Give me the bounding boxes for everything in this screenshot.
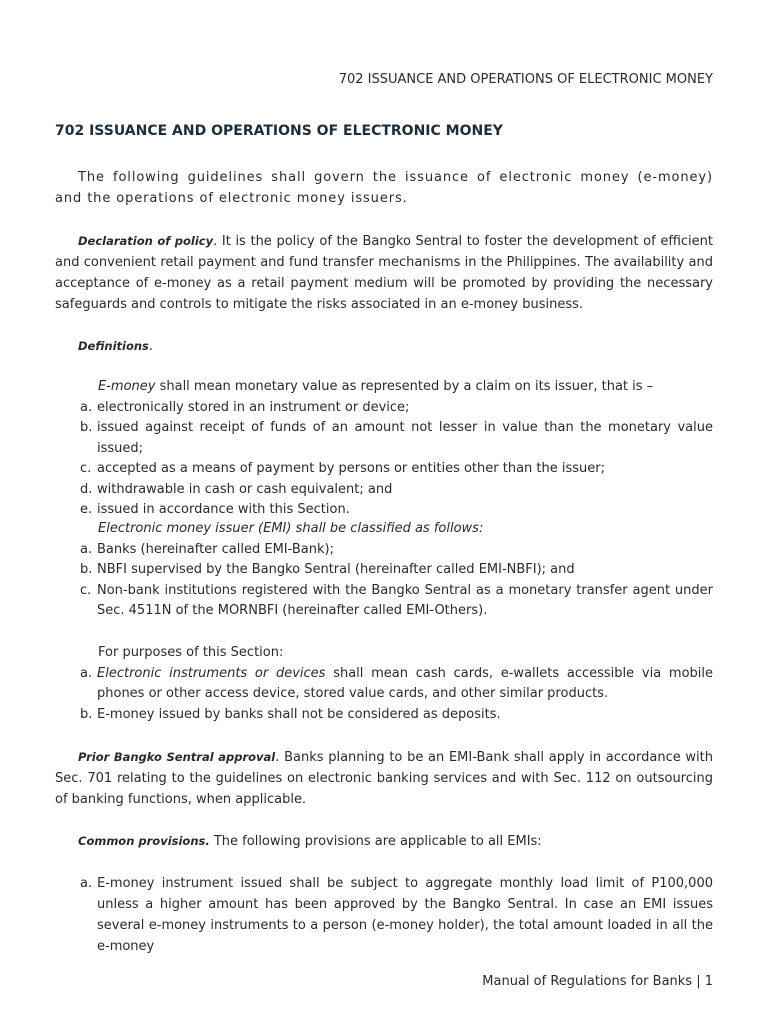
policy-paragraph [55, 231, 713, 315]
common-provisions-list [55, 873, 713, 957]
list-item: a. E-money instrument issued shall be subject to aggregate monthly load limit of P100,000 unless a higher amount has been approved by the Bangko Sentral. In case an EMI issues several e-money instruments to a person (e-money holder), the total amount loaded in all the e-money [80, 876, 713, 954]
list-item: b. E-money issued by banks shall not be considered as deposits. [80, 706, 501, 722]
policy-label: Declaration of policy [78, 234, 214, 248]
common-text: The following provisions are applicable to all EMIs: [209, 834, 542, 849]
purposes-list [55, 664, 713, 726]
purposes-heading: For purposes of this Section: [98, 645, 284, 660]
list-item: a. Banks (hereinafter called EMI-Bank); [80, 541, 334, 557]
purposes-section [55, 643, 713, 725]
list-item: c. accepted as a means of payment by persons or entities other than the issuer; [80, 461, 605, 476]
list-item: a. Electronic instruments or devices shall mean cash cards, e-wallets accessible via mobile phones or other access device, stored value cards, and other similar products. [80, 665, 713, 701]
emi-heading: Electronic money issuer (EMI) shall be classified as follows: [98, 521, 484, 536]
emoney-definition [55, 377, 713, 521]
list-item: b. issued against receipt of funds of an amount not lesser in value than the monetary value issued; [80, 420, 713, 456]
approval-label: Prior Bangko Sentral approval [78, 750, 276, 764]
page-title: 702 ISSUANCE AND OPERATIONS OF ELECTRONIC MONEY [55, 123, 503, 139]
approval-text: . Banks planning to be an EMI-Bank shall apply in accordance with Sec. 701 relating to the guidelines on electronic banking services and with Sec. 112 on outsourcing of banking functions, when applicable. [55, 750, 713, 807]
definitions-heading: Definitions. [78, 339, 154, 354]
list-item: c. Non-bank institutions registered with the Bangko Sentral as a monetary transfer agent under Sec. 4511N of the MORNBFI (hereinafter called EMI-Others). [80, 582, 713, 618]
emi-list [55, 540, 713, 622]
running-header: 702 ISSUANCE AND OPERATIONS OF ELECTRONIC MONEY [338, 72, 713, 87]
emoney-list [55, 398, 713, 521]
list-item: d. withdrawable in cash or cash equivalent; and [80, 481, 393, 497]
common-label: Common provisions. [78, 834, 210, 848]
list-item: a. electronically stored in an instrument or device; [80, 399, 410, 415]
list-item: b. NBFI supervised by the Bangko Sentral (hereinafter called EMI-NBFI); and [80, 562, 575, 577]
policy-text: . It is the policy of the Bangko Sentral to foster the development of efficient and convenient retail payment and fund transfer mechanisms in the Philippines. The availability and acceptance of e-money as a retail payment medium will be promoted by providing the necessary safeguards and controls to mitigate the risks associated in an e-money business. [55, 234, 713, 312]
common-provisions-heading [55, 831, 713, 852]
emoney-term: E-money [98, 379, 156, 394]
emi-classification [55, 519, 713, 622]
emoney-text: shall mean monetary value as represented by a claim on its issuer, that is – [155, 379, 654, 394]
list-item: e. issued in accordance with this Section. [80, 502, 350, 517]
intro-paragraph: The following guidelines shall govern the issuance of electronic money (e-money) and the operations of electronic money issuers. [55, 170, 713, 206]
approval-paragraph [55, 747, 713, 810]
page-footer: Manual of Regulations for Banks | 1 [482, 974, 713, 989]
